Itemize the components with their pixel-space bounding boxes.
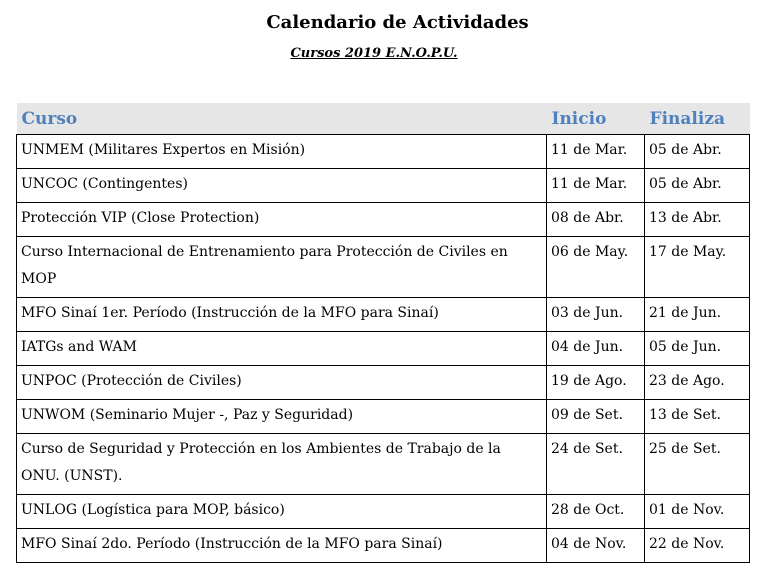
cell-curso: UNLOG (Logística para MOP, básico) bbox=[17, 495, 547, 529]
cell-finaliza: 13 de Set. bbox=[645, 400, 750, 434]
table-row bbox=[17, 237, 750, 298]
cell-inicio: 11 de Mar. bbox=[547, 169, 645, 203]
cell-finaliza: 23 de Ago. bbox=[645, 366, 750, 400]
cell-inicio: 19 de Ago. bbox=[547, 366, 645, 400]
header-inicio: Inicio bbox=[547, 103, 645, 135]
header-curso: Curso bbox=[17, 103, 547, 135]
cell-inicio: 11 de Mar. bbox=[547, 135, 645, 169]
cell-curso: IATGs and WAM bbox=[17, 332, 547, 366]
table-row bbox=[17, 169, 750, 203]
document-title: Calendario de Actividades bbox=[266, 12, 529, 33]
cell-curso: Curso Internacional de Entrenamiento para Protección de Civiles en MOP bbox=[17, 237, 547, 298]
cell-finaliza: 22 de Nov. bbox=[645, 529, 750, 563]
table-row bbox=[17, 135, 750, 169]
cell-curso: MFO Sinaí 1er. Período (Instrucción de la MFO para Sinaí) bbox=[17, 298, 547, 332]
cell-curso: UNCOC (Contingentes) bbox=[17, 169, 547, 203]
cell-finaliza: 05 de Abr. bbox=[645, 169, 750, 203]
header-finaliza: Finaliza bbox=[645, 103, 750, 135]
table-row bbox=[17, 495, 750, 529]
cell-inicio: 04 de Nov. bbox=[547, 529, 645, 563]
cell-curso: UNWOM (Seminario Mujer -, Paz y Seguridad) bbox=[17, 400, 547, 434]
cell-inicio: 04 de Jun. bbox=[547, 332, 645, 366]
table-row bbox=[17, 366, 750, 400]
cell-inicio: 24 de Set. bbox=[547, 434, 645, 495]
table-row bbox=[17, 332, 750, 366]
cell-finaliza: 05 de Abr. bbox=[645, 135, 750, 169]
activities-table bbox=[16, 103, 750, 563]
table-row bbox=[17, 400, 750, 434]
cell-finaliza: 05 de Jun. bbox=[645, 332, 750, 366]
cell-finaliza: 13 de Abr. bbox=[645, 203, 750, 237]
cell-finaliza: 21 de Jun. bbox=[645, 298, 750, 332]
cell-curso: Curso de Seguridad y Protección en los Ambientes de Trabajo de la ONU. (UNST). bbox=[17, 434, 547, 495]
cell-curso: MFO Sinaí 2do. Período (Instrucción de la MFO para Sinaí) bbox=[17, 529, 547, 563]
cell-finaliza: 01 de Nov. bbox=[645, 495, 750, 529]
table-row bbox=[17, 298, 750, 332]
table-row bbox=[17, 434, 750, 495]
table-row bbox=[17, 203, 750, 237]
cell-inicio: 09 de Set. bbox=[547, 400, 645, 434]
cell-inicio: 28 de Oct. bbox=[547, 495, 645, 529]
document-subtitle: Cursos 2019 E.N.O.P.U. bbox=[290, 46, 458, 61]
cell-inicio: 08 de Abr. bbox=[547, 203, 645, 237]
cell-curso: UNPOC (Protección de Civiles) bbox=[17, 366, 547, 400]
cell-finaliza: 17 de May. bbox=[645, 237, 750, 298]
cell-inicio: 03 de Jun. bbox=[547, 298, 645, 332]
table-row bbox=[17, 529, 750, 563]
table-header-row bbox=[17, 103, 750, 135]
cell-curso: UNMEM (Militares Expertos en Misión) bbox=[17, 135, 547, 169]
cell-finaliza: 25 de Set. bbox=[645, 434, 750, 495]
cell-inicio: 06 de May. bbox=[547, 237, 645, 298]
cell-curso: Protección VIP (Close Protection) bbox=[17, 203, 547, 237]
